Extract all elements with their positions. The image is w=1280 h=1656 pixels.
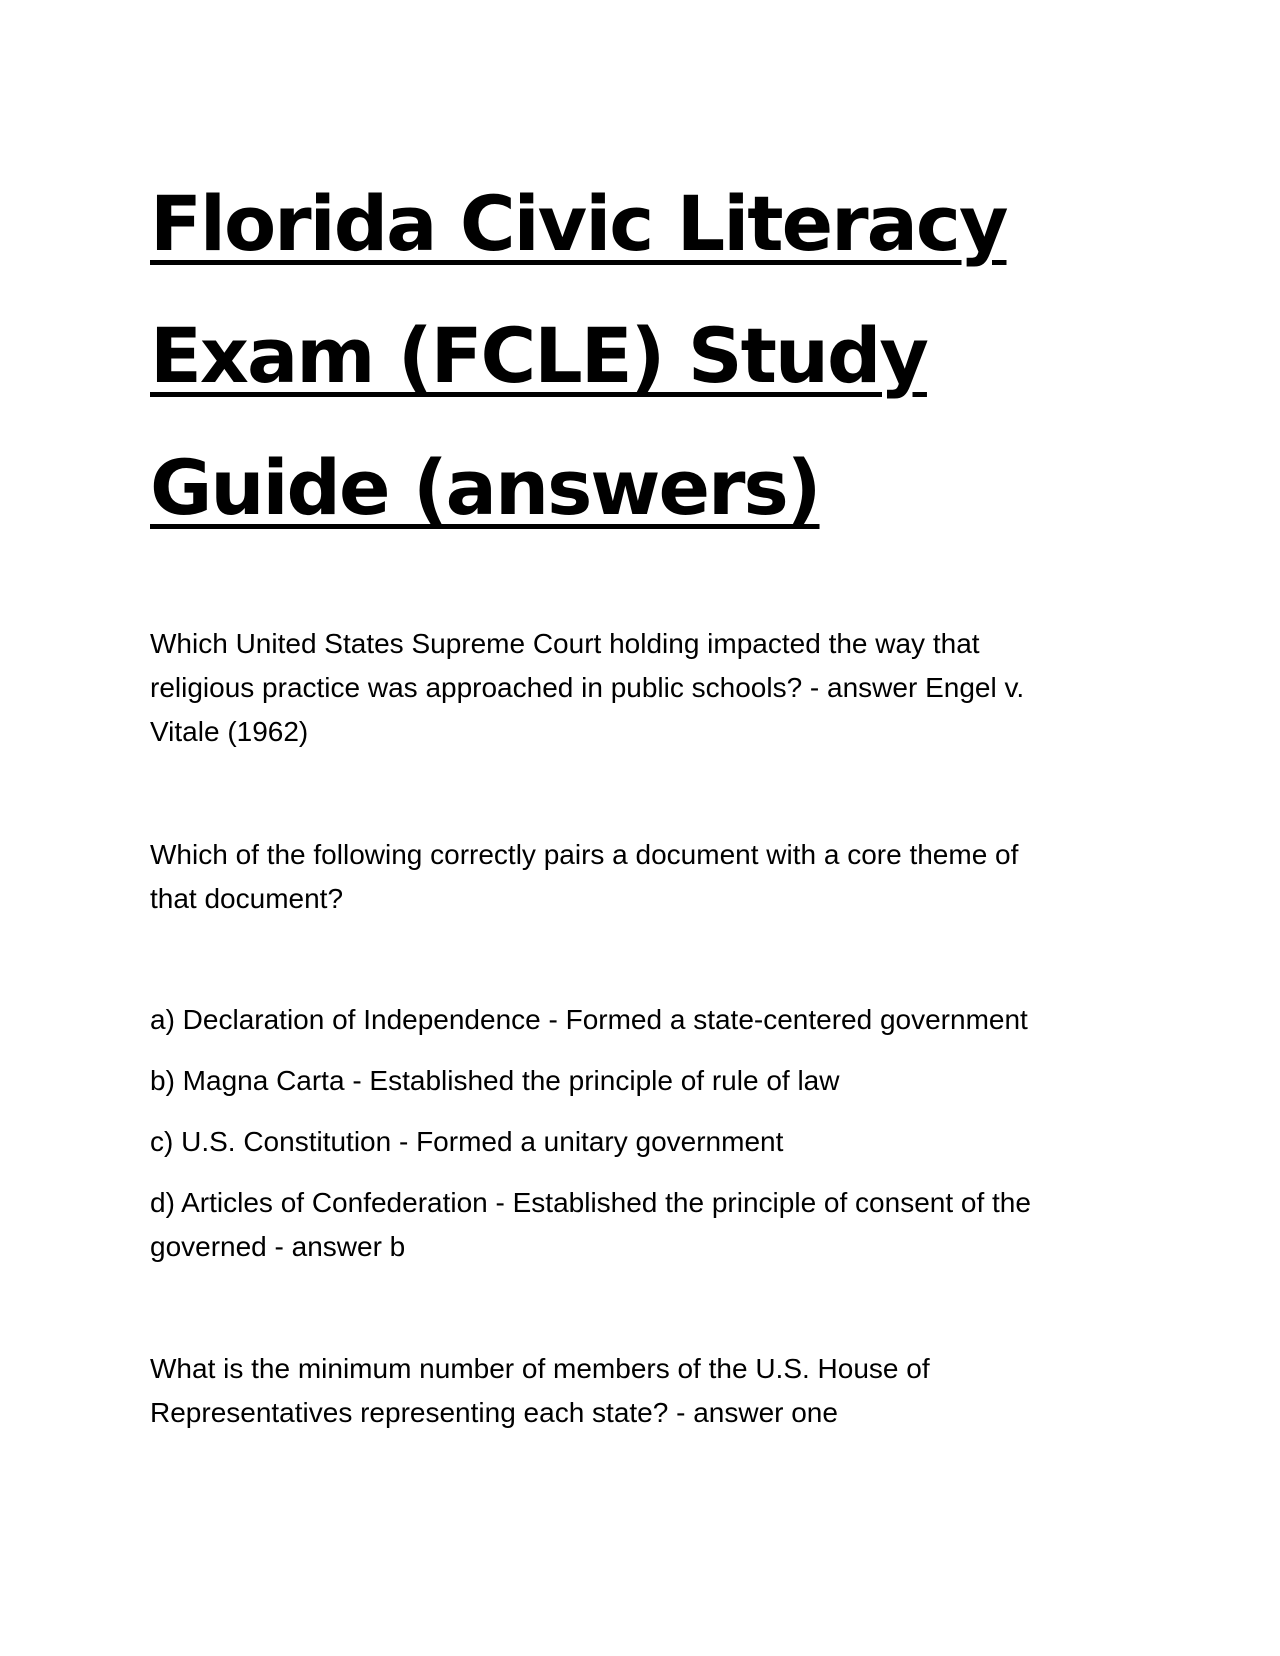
document-title: [150, 158, 1007, 554]
option-b: [150, 1059, 839, 1103]
option-b-text: b) Magna Carta - Established the principle of rule of law: [150, 1065, 840, 1096]
question-2: [150, 833, 1018, 921]
option-d-line-1: d) Articles of Confederation - Established the principle of consent of the: [150, 1187, 1031, 1218]
question-1-line-1: Which United States Supreme Court holding impacted the way that: [150, 628, 980, 659]
title-line-2: Exam (FCLE) Study: [150, 311, 927, 400]
question-2-line-1: Which of the following correctly pairs a document with a core theme of: [150, 839, 1019, 870]
option-d-line-2: governed - answer b: [150, 1231, 406, 1262]
question-1-line-3: Vitale (1962): [150, 716, 309, 747]
question-2-line-2: that document?: [150, 883, 344, 914]
document-page: [150, 0, 1150, 1656]
option-d: [150, 1181, 1031, 1269]
question-1-line-2: religious practice was approached in public schools? - answer Engel v.: [150, 672, 1025, 703]
option-a-text: a) Declaration of Independence - Formed a state-centered government: [150, 1004, 1028, 1035]
question-3-line-2: Representatives representing each state? - answer one: [150, 1397, 838, 1428]
question-3-line-1: What is the minimum number of members of the U.S. House of: [150, 1353, 930, 1384]
option-a: [150, 998, 1028, 1042]
question-1: [150, 622, 1024, 754]
title-line-1: Florida Civic Literacy: [150, 179, 1007, 268]
title-line-3: Guide (answers): [150, 443, 820, 532]
option-c: [150, 1120, 783, 1164]
option-c-text: c) U.S. Constitution - Formed a unitary government: [150, 1126, 784, 1157]
question-3: [150, 1347, 930, 1435]
